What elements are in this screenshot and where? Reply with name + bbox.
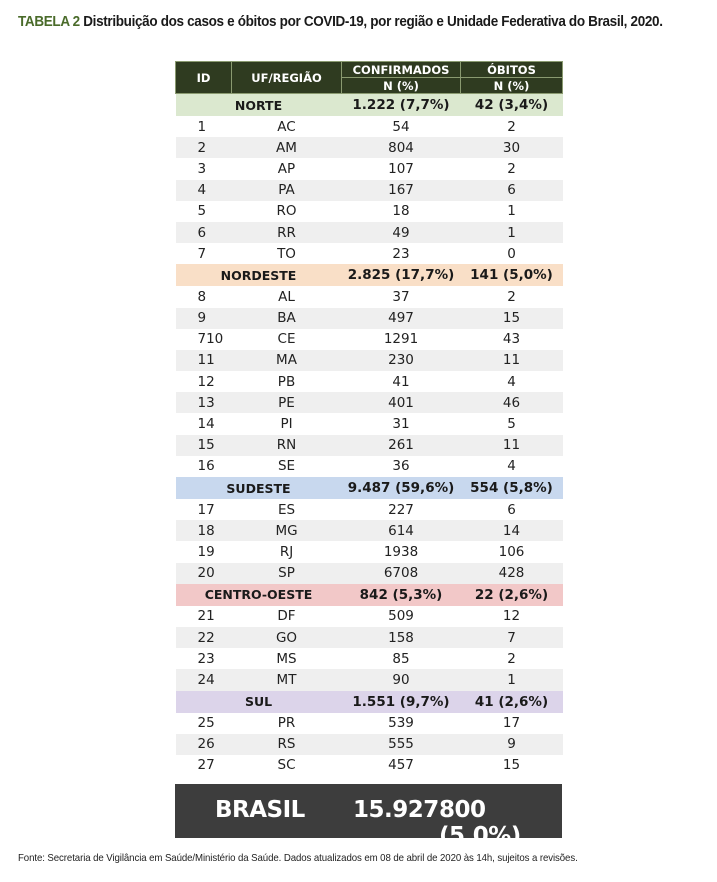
- total-row: [175, 784, 562, 849]
- cell-confirmados: 90: [342, 669, 461, 690]
- header-uf: UF/REGIÃO: [232, 62, 342, 94]
- cell-obitos: 43: [502, 331, 521, 348]
- table-row: [176, 499, 563, 520]
- cell-obitos: 15: [461, 308, 563, 329]
- cell-uf: RN: [232, 435, 342, 456]
- cell-id: 27: [197, 757, 215, 774]
- cell-confirmados: 158: [342, 627, 461, 648]
- cell-obitos: 46: [461, 392, 563, 413]
- table-row: [176, 222, 563, 243]
- region-row: [176, 94, 563, 117]
- cell-confirmados: 1938: [383, 543, 419, 560]
- total-confirmados: 15.927: [353, 797, 439, 823]
- cell-confirmados: 539: [388, 715, 414, 732]
- cell-id: 13: [176, 392, 232, 413]
- cell-obitos: 30: [461, 137, 563, 158]
- table-row: [176, 734, 563, 755]
- table-caption: Distribuição dos casos e óbitos por COVID-19, por região e Unidade Federativa do Brasil, 2020.: [79, 14, 663, 30]
- table-row: [176, 243, 563, 264]
- region-confirmados: 2.825 (17,7%): [342, 264, 461, 286]
- cell-confirmados: 230: [342, 350, 461, 371]
- cell-obitos: 7: [461, 627, 563, 648]
- cell-obitos: 4: [507, 458, 516, 475]
- cell-uf: SP: [232, 563, 342, 584]
- region-row: [176, 477, 563, 499]
- region-confirmados: 1.551 (9,7%): [342, 691, 461, 713]
- region-obitos: 554 (5,8%): [461, 477, 563, 499]
- cell-obitos: 6: [507, 501, 516, 518]
- cell-uf: AC: [277, 118, 296, 135]
- table-row: [176, 435, 563, 456]
- header-id: ID: [176, 62, 232, 94]
- cell-uf: AM: [232, 137, 342, 158]
- cell-uf: SC: [277, 757, 296, 774]
- header-confirmados: CONFIRMADOS: [342, 62, 461, 78]
- cell-uf: RJ: [279, 543, 294, 560]
- cell-id: 1: [197, 118, 207, 135]
- cell-uf: RO: [276, 203, 297, 220]
- subheader-confirmados: N (%): [342, 78, 461, 94]
- cell-confirmados: 36: [392, 458, 410, 475]
- table-row: [176, 286, 563, 307]
- total-obitos: 800 (5,0%): [439, 797, 521, 849]
- cell-obitos: 17: [502, 715, 521, 732]
- cell-id: 11: [176, 350, 232, 371]
- cell-obitos: 1: [461, 669, 563, 690]
- table-row: [176, 201, 563, 222]
- table-row: [176, 392, 563, 413]
- cell-id: 21: [197, 608, 215, 625]
- cell-id: 2: [176, 137, 232, 158]
- cell-uf: DF: [277, 608, 296, 625]
- cell-uf: ES: [277, 501, 296, 518]
- cell-id: 8: [197, 288, 207, 305]
- cell-uf: MA: [232, 350, 342, 371]
- cell-confirmados: 49: [342, 222, 461, 243]
- header-obitos: ÓBITOS: [461, 62, 563, 78]
- cell-obitos: 0: [507, 245, 516, 262]
- cell-uf: TO: [277, 245, 296, 262]
- cell-uf: PI: [280, 416, 293, 433]
- total-label: BRASIL: [215, 797, 305, 823]
- subheader-obitos: N (%): [461, 78, 563, 94]
- cell-id: 7: [197, 245, 207, 262]
- cell-confirmados: 31: [392, 416, 410, 433]
- cell-uf: MS: [276, 650, 297, 667]
- table-row: [176, 413, 563, 434]
- cell-confirmados: 6708: [342, 563, 461, 584]
- table-row: [176, 350, 563, 371]
- region-name: NORTE: [176, 94, 342, 117]
- cell-confirmados: 167: [342, 180, 461, 201]
- table-title: [18, 14, 663, 30]
- table-row: [176, 116, 563, 137]
- cell-obitos: 1: [461, 222, 563, 243]
- cell-uf: AL: [278, 288, 295, 305]
- table-row: [176, 713, 563, 734]
- cell-uf: GO: [232, 627, 342, 648]
- cell-uf: PR: [277, 715, 296, 732]
- cell-obitos: 2: [507, 288, 516, 305]
- region-confirmados: 842 (5,3%): [342, 584, 461, 606]
- cell-confirmados: 107: [388, 160, 414, 177]
- footer-source: Fonte: Secretaria de Vigilância em Saúde/Ministério da Saúde. Dados atualizados em 08 de abril de 2020 às 14h, sujeitos a revisões.: [18, 852, 578, 864]
- cell-obitos: 11: [461, 350, 563, 371]
- cell-obitos: 9: [461, 734, 563, 755]
- cell-id: 15: [176, 435, 232, 456]
- cell-uf: RR: [232, 222, 342, 243]
- table-row: [176, 329, 563, 350]
- region-obitos: 41 (2,6%): [461, 691, 563, 713]
- cell-uf: PE: [232, 392, 342, 413]
- table-row: [176, 606, 563, 627]
- cell-uf: MG: [232, 520, 342, 541]
- cell-confirmados: 261: [342, 435, 461, 456]
- cell-confirmados: 614: [342, 520, 461, 541]
- cell-confirmados: 555: [342, 734, 461, 755]
- cell-id: 6: [176, 222, 232, 243]
- cell-confirmados: 37: [392, 288, 410, 305]
- cell-confirmados: 509: [388, 608, 414, 625]
- cell-obitos: 4: [507, 373, 516, 390]
- cell-id: 20: [176, 563, 232, 584]
- region-row: [176, 691, 563, 713]
- cell-obitos: 106: [498, 543, 525, 560]
- header-row: [176, 62, 563, 78]
- region-obitos: 42 (3,4%): [461, 94, 563, 117]
- table-row: [176, 669, 563, 690]
- region-obitos: 22 (2,6%): [461, 584, 563, 606]
- cell-id: 16: [197, 458, 215, 475]
- table-row: [176, 755, 563, 776]
- cell-uf: PB: [277, 373, 296, 390]
- cell-obitos: 15: [502, 757, 521, 774]
- cell-obitos: 2: [507, 650, 516, 667]
- cell-obitos: 12: [502, 608, 521, 625]
- cell-uf: BA: [232, 308, 342, 329]
- cell-confirmados: 23: [392, 245, 410, 262]
- cell-obitos: 6: [461, 180, 563, 201]
- cell-obitos: 2: [507, 160, 516, 177]
- table-row: [176, 180, 563, 201]
- table-row: [176, 541, 563, 562]
- region-name: NORDESTE: [176, 264, 342, 286]
- cell-confirmados: 54: [392, 118, 410, 135]
- cell-uf: CE: [277, 331, 296, 348]
- cell-confirmados: 41: [392, 373, 410, 390]
- cell-id: 710: [197, 331, 224, 348]
- cell-confirmados: 227: [388, 501, 414, 518]
- cell-uf: PA: [232, 180, 342, 201]
- cell-id: 24: [176, 669, 232, 690]
- region-confirmados: 9.487 (59,6%): [342, 477, 461, 499]
- cell-uf: RS: [232, 734, 342, 755]
- cell-id: 12: [197, 373, 215, 390]
- table-row: [176, 563, 563, 584]
- region-confirmados: 1.222 (7,7%): [342, 94, 461, 117]
- cell-id: 3: [197, 160, 207, 177]
- table-number: TABELA 2: [18, 14, 80, 30]
- cell-id: 9: [176, 308, 232, 329]
- cell-obitos: 1: [507, 203, 516, 220]
- table-row: [176, 456, 563, 477]
- cell-id: 25: [197, 715, 215, 732]
- cell-obitos: 11: [461, 435, 563, 456]
- cell-confirmados: 85: [392, 650, 410, 667]
- cell-id: 22: [176, 627, 232, 648]
- table-row: [176, 627, 563, 648]
- cell-id: 5: [197, 203, 207, 220]
- region-obitos: 141 (5,0%): [461, 264, 563, 286]
- cell-id: 18: [176, 520, 232, 541]
- cell-uf: MT: [232, 669, 342, 690]
- region-name: CENTRO-OESTE: [176, 584, 342, 606]
- covid-table: [175, 61, 563, 776]
- table-row: [176, 137, 563, 158]
- cell-id: 17: [197, 501, 215, 518]
- table-row: [176, 648, 563, 669]
- cell-id: 19: [197, 543, 215, 560]
- cell-id: 26: [176, 734, 232, 755]
- cell-id: 4: [176, 180, 232, 201]
- region-name: SUDESTE: [176, 477, 342, 499]
- cell-confirmados: 497: [342, 308, 461, 329]
- cell-obitos: 2: [507, 118, 516, 135]
- region-row: [176, 264, 563, 286]
- cell-uf: AP: [277, 160, 296, 177]
- cell-id: 14: [197, 416, 215, 433]
- cell-obitos: 5: [507, 416, 516, 433]
- region-row: [176, 584, 563, 606]
- region-name: SUL: [176, 691, 342, 713]
- table-row: [176, 158, 563, 179]
- table-row: [176, 308, 563, 329]
- table-row: [176, 371, 563, 392]
- cell-confirmados: 804: [342, 137, 461, 158]
- table-row: [176, 520, 563, 541]
- cell-confirmados: 401: [342, 392, 461, 413]
- cell-id: 23: [197, 650, 215, 667]
- cell-confirmados: 457: [388, 757, 414, 774]
- cell-confirmados: 1291: [383, 331, 419, 348]
- cell-confirmados: 18: [392, 203, 410, 220]
- cell-obitos: 428: [461, 563, 563, 584]
- cell-obitos: 14: [461, 520, 563, 541]
- cell-uf: SE: [277, 458, 296, 475]
